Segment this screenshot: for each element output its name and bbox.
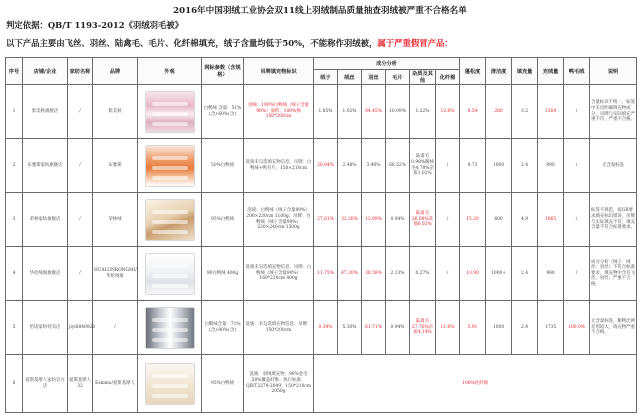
cell-image xyxy=(138,301,202,355)
cell-filling-weight: 2.4 xyxy=(512,247,538,301)
table-row xyxy=(6,193,637,247)
header-duck-feather: 鸭毛绒 xyxy=(564,58,590,85)
cell-cleanliness: 1000 xyxy=(486,139,512,193)
table-row xyxy=(6,85,637,139)
cell-brand: 荣林绒 xyxy=(93,193,138,247)
cell-fiber: / xyxy=(436,193,460,247)
cell-filling-weight: 2.4 xyxy=(512,301,538,355)
header-web-params: 网标参数（含规格） xyxy=(202,58,244,85)
header-manufacturer: 家纺名称 xyxy=(68,58,93,85)
cell-other: 陆禽毛0.98%鹅绒毛4.78%杂质1.02% xyxy=(410,139,436,193)
cell-label-content: 洗唛：白鸭绒（绒子含量90%）200×230cm 1100g；吊牌：白鸭绒（绒子含量90%）220×240cm 1500g xyxy=(244,193,314,247)
pink-duvet-photo xyxy=(145,91,195,133)
header-feather-piece: 毛片 xyxy=(386,70,410,85)
cell-remarks: 无含量标签 xyxy=(590,139,637,193)
cell-remarks: 无含量标签，鹅鸭比例差别较大，填充物严重不合格。 xyxy=(590,301,637,355)
cell-manufacturer: / xyxy=(68,139,93,193)
cell-fiber-note: 100%化纤棉 xyxy=(314,355,637,413)
cell-web-params: 90白鸭绒 400g xyxy=(202,247,244,301)
cream-duvet-photo xyxy=(145,363,195,405)
cell-other: 陆禽毛26.08%其他0.02% xyxy=(410,193,436,247)
cell-fluffiness: 15.29 xyxy=(460,193,486,247)
cell-web-params: 白鸭绒 含量：51%(含)-60%(含) xyxy=(202,85,244,139)
cell-remarks: 标签不规范，按GB要求填充标识错误，吊牌与实际填充不符，填充含量不符合标准要求。 xyxy=(590,193,637,247)
cell-label-content: 洗唛：羽绒填充物，90%金毛50%覆盖纤维；执行标准：QB/T2279-2009；150*210cm 2050g xyxy=(244,355,314,413)
cell-store: 布雅斯家纺旗舰店 xyxy=(23,139,68,193)
header-fiber: 化纤棉 xyxy=(436,70,460,85)
cell-fiber: / xyxy=(436,139,460,193)
cell-label-content: 洗唛未勾选填充物信息，吊牌：白鸭绒+鸭毛片，150×210cm xyxy=(244,139,314,193)
cell-total-weight: 1065 xyxy=(538,193,564,247)
cell-cleanliness: 600 xyxy=(486,193,512,247)
cell-down-silk: 5.30% xyxy=(338,301,362,355)
cell-down-silk: 2.48% xyxy=(338,139,362,193)
header-cleanliness: 清洁度 xyxy=(486,58,512,85)
header-brand: 品牌 xyxy=(93,58,138,85)
cell-total-weight: 1564 xyxy=(538,85,564,139)
table-row xyxy=(6,139,637,193)
cell-fluffiness: 13.90 xyxy=(460,247,486,301)
header-total-weight: 充绒量 xyxy=(538,58,564,85)
cell-feather-piece: 10.09% xyxy=(386,85,410,139)
header-composition-group: 成分分析 xyxy=(314,58,460,70)
orange-duvet-photo xyxy=(145,145,195,187)
cell-web-params: 50%白鸭绒 xyxy=(202,139,244,193)
cell-store: 怡诺家纺特卖店 xyxy=(23,301,68,355)
cell-remarks: 成分分析（绒子：绒丝：羽丝）不符合标准要求，填充物中含有飞丝、羽丝，严重不合格。 xyxy=(590,247,637,301)
table-row xyxy=(6,301,637,355)
cell-brand: 紫美秋 xyxy=(93,85,138,139)
cell-no: 2 xyxy=(6,139,23,193)
cell-store: 爱斯基摩人家纺官方店 xyxy=(23,355,68,413)
cell-filling-weight: 3.2 xyxy=(512,85,538,139)
cell-fiber: / xyxy=(436,247,460,301)
cell-cleanliness: 1000+ xyxy=(486,247,512,301)
cell-down: 0.39% xyxy=(314,301,338,355)
cell-down-silk: 32.20% xyxy=(338,193,362,247)
cell-store: 华伦绒蜜旗舰店 xyxy=(23,247,68,301)
standard-basis: 判定依据：QB/T 1193-2012《羽绒羽毛被》 xyxy=(6,20,184,30)
cell-filling-weight: 4.9 xyxy=(512,193,538,247)
cell-no: 3 xyxy=(6,193,23,247)
cell-down-silk: 47.20% xyxy=(338,247,362,301)
cell-down: 20.84% xyxy=(314,139,338,193)
cell-brand: 布雅斯 xyxy=(93,139,138,193)
cell-filling-weight: 2.4 xyxy=(512,139,538,193)
cell-store: 荣林家纺旗舰店 xyxy=(23,193,68,247)
cell-manufacturer: / xyxy=(68,85,93,139)
cell-total-weight: 890 xyxy=(538,139,564,193)
cell-feather-piece: 0.94% xyxy=(386,193,410,247)
cell-no: 6 xyxy=(6,355,23,413)
cell-manufacturer: jiyi0840926 xyxy=(68,301,93,355)
cell-no: 1 xyxy=(6,85,23,139)
header-no: 序号 xyxy=(6,58,23,85)
header-filling-weight: 填充量 xyxy=(512,58,538,85)
cell-feather-silk: 61.71% xyxy=(362,301,386,355)
cell-web-params: 95%白鸭绒 xyxy=(202,193,244,247)
cell-image xyxy=(138,85,202,139)
cell-remarks: 含量标识不统一，标签中未出明确填充物成分，吊牌与实际填充严重不符，严重不合格。 xyxy=(590,85,637,139)
cell-label-content: 洗唛：未勾选填充物信息；吊牌：150*200cm xyxy=(244,301,314,355)
cell-other: 0.27% xyxy=(410,247,436,301)
cell-label-content: 洗唛未勾选填充物信息，吊牌：白鸭绒（绒子含量90%）160*210cm 400g xyxy=(244,247,314,301)
cell-feather-silk: 13.09% xyxy=(362,193,386,247)
header-image: 外观 xyxy=(138,58,202,85)
cell-web-params: 白鹅绒含量：71%(含)-80%(含) xyxy=(202,301,244,355)
cell-duck-feather: / xyxy=(564,193,590,247)
table-row xyxy=(6,355,637,413)
cell-fiber: 12.0% xyxy=(436,85,460,139)
cell-cleanliness: 280 xyxy=(486,85,512,139)
cell-duck-feather: / xyxy=(564,139,590,193)
cell-feather-piece: 0.94% xyxy=(386,301,410,355)
cell-brand: Eskimo/爱斯基摩人 xyxy=(93,355,138,413)
header-store: 店铺/企业 xyxy=(23,58,68,85)
notice-main: 以下产品主要由飞丝、羽丝、陆禽毛、毛片、化纤棉填充，绒子含量均低于50%，不能称作羽绒被， xyxy=(6,38,378,48)
header-down: 绒子 xyxy=(314,70,338,85)
cell-feather-silk: 84.45% xyxy=(362,85,386,139)
cell-brand: / xyxy=(93,301,138,355)
cell-no: 4 xyxy=(6,247,23,301)
cell-image xyxy=(138,139,202,193)
cell-image xyxy=(138,355,202,413)
cell-feather-piece: 2.13% xyxy=(386,247,410,301)
cell-down: 27.61% xyxy=(314,193,338,247)
cell-fluffiness: 9.73 xyxy=(460,139,486,193)
page-title: 2016年中国羽绒工业协会双11线上羽绒制品质量抽查羽绒被严重不合格名单 xyxy=(173,6,467,16)
cell-manufacturer: / xyxy=(68,193,93,247)
cell-image xyxy=(138,247,202,301)
table-row xyxy=(6,247,637,301)
cell-total-weight: 1735 xyxy=(538,301,564,355)
cell-duck-feather: / xyxy=(564,247,590,301)
cell-feather-silk: 3.40% xyxy=(362,139,386,193)
cell-brand: HUALUNRONGMI/华伦绒蜜 xyxy=(93,247,138,301)
cell-down: 1.85% xyxy=(314,85,338,139)
cell-web-params: 95%白鸭绒 xyxy=(202,355,244,413)
cell-down-silk: 1.02% xyxy=(338,85,362,139)
header-other: 杂质及其他 xyxy=(410,70,436,85)
header-fluffiness: 蓬松度 xyxy=(460,58,486,85)
notice-text xyxy=(6,37,453,49)
results-table xyxy=(5,57,637,413)
cell-feather-piece: 68.52% xyxy=(386,139,410,193)
header-label-content: 吊牌填充物标识 xyxy=(244,58,314,85)
cell-other: 1.22% xyxy=(410,85,436,139)
beige-duvet-photo xyxy=(145,199,195,241)
cell-store: 紫美秋旗舰店 xyxy=(23,85,68,139)
cell-label-content: 羽绒：100%白鸭绒（绒子含量90%）面料：100%棉 150*200cm xyxy=(244,85,314,139)
cell-duck-feather: 100.0% xyxy=(564,301,590,355)
cell-fiber: 11.0% xyxy=(436,301,460,355)
cell-other: 陆禽毛27.76%杂质4.14% xyxy=(410,301,436,355)
cell-down: 11.75% xyxy=(314,247,338,301)
header-down-silk: 绒丝 xyxy=(338,70,362,85)
cell-manufacturer: / xyxy=(68,247,93,301)
cell-no: 5 xyxy=(6,301,23,355)
grey-duvet-photo xyxy=(145,307,195,349)
notice-highlight: 属于严重假冒产品： xyxy=(377,38,453,48)
cell-total-weight: 980 xyxy=(538,247,564,301)
white-duvet-photo xyxy=(145,253,195,295)
cell-cleanliness: 1000 xyxy=(486,301,512,355)
cell-image xyxy=(138,193,202,247)
cell-fluffiness: 5.91 xyxy=(460,301,486,355)
header-feather-silk: 羽丝 xyxy=(362,70,386,85)
header-remarks: 说明 xyxy=(590,58,637,85)
cell-fluffiness: 8.54 xyxy=(460,85,486,139)
cell-manufacturer: 爱斯基摩人32 xyxy=(68,355,93,413)
cell-feather-silk: 38.58% xyxy=(362,247,386,301)
cell-duck-feather: / xyxy=(564,85,590,139)
